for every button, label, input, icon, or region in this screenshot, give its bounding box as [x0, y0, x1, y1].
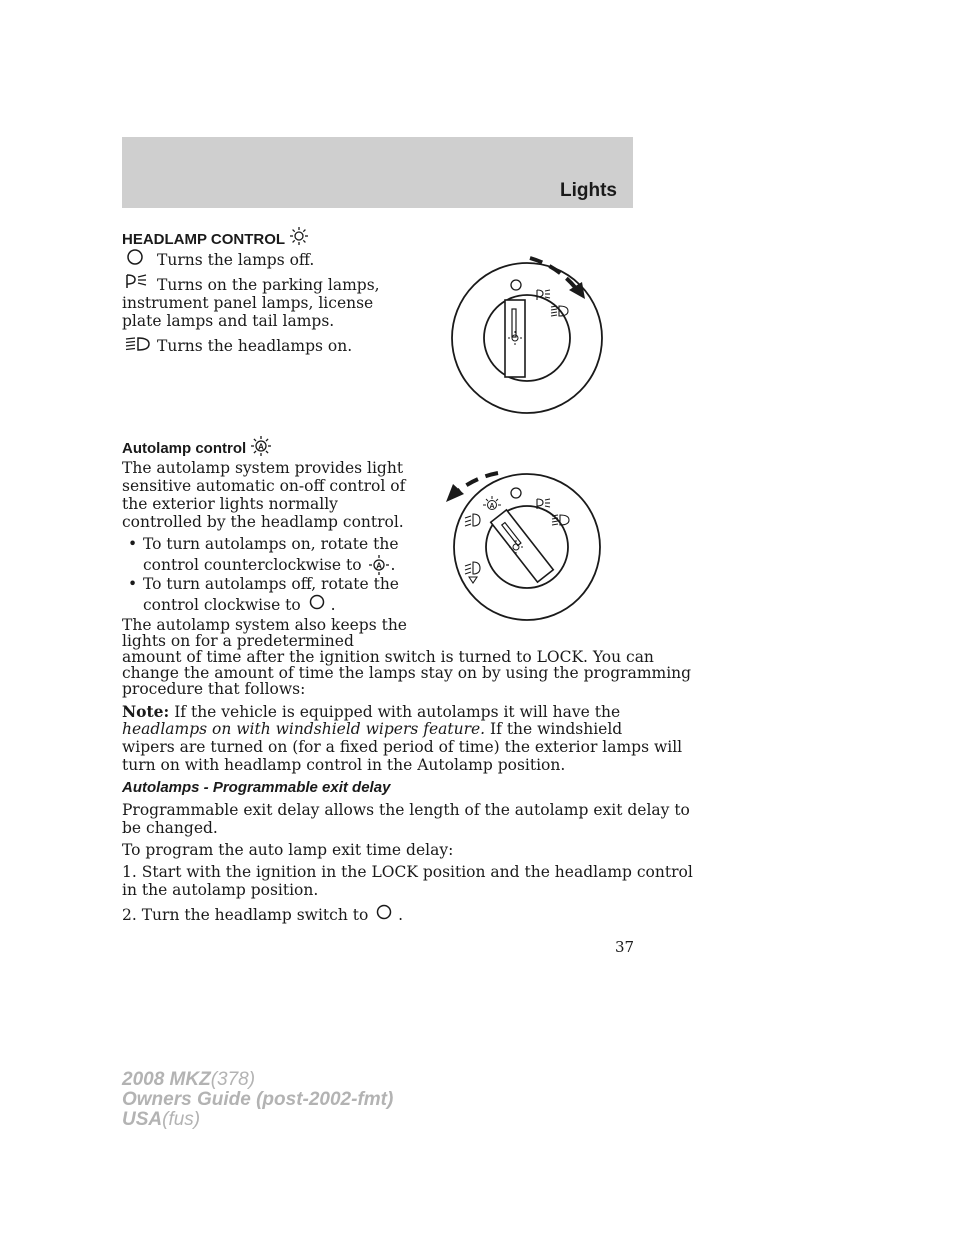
note-line-1 [122, 703, 620, 721]
footer-market: USA [122, 1109, 163, 1130]
autolamp-keeps-1: The autolamp system also keeps the [122, 616, 407, 634]
footer-line-1 [122, 1070, 393, 1090]
exit-delay-p2: To program the auto lamp exit time delay: [122, 841, 454, 859]
headlamp-control-heading [122, 226, 309, 248]
bullet-on-line-2-text: control counterclockwise to [143, 556, 362, 574]
bullet-on-line-1: To turn autolamps on, rotate the [143, 535, 399, 553]
note-line-3: wipers are turned on (for a fixed period of time) the exterior lamps will [122, 738, 683, 756]
headlamp-control-diagram [445, 246, 615, 416]
autolamp-intro-1: The autolamp system provides light [122, 459, 404, 477]
headlamp-icon [124, 336, 152, 354]
section-header-band [122, 137, 633, 208]
page-number: 37 [615, 938, 635, 956]
footer-model: 2008 MKZ [122, 1069, 211, 1090]
exit-delay-p1-2: be changed. [122, 819, 218, 837]
autolamp-icon [250, 435, 272, 457]
headlamp-heading-text: HEADLAMP CONTROL [122, 231, 285, 248]
page-footer [122, 1070, 393, 1130]
autolamp-control-heading [122, 435, 272, 457]
bullet-on-line-2 [143, 554, 395, 576]
autolamp-intro-2: sensitive automatic on-off control of [122, 477, 406, 495]
note-line-2-text: If the windshield [490, 720, 623, 738]
parking-lamp-icon [124, 274, 150, 292]
autolamp-intro-3: the exterior lights normally [122, 495, 338, 513]
footer-line-2: Owners Guide (post-2002-fmt) [122, 1089, 394, 1110]
note-line-1-text: If the vehicle is equipped with autolamps it will have the [174, 703, 621, 721]
note-label: Note: [122, 702, 170, 721]
svg-text:A: A [376, 561, 383, 571]
note-line-4: turn on with headlamp control in the Autolamp position. [122, 756, 566, 774]
lamp-sun-icon [289, 226, 309, 246]
headlamp-off-text: Turns the lamps off. [157, 251, 315, 269]
exit-delay-heading: Autolamps - Programmable exit delay [122, 779, 391, 796]
exit-delay-p1-1: Programmable exit delay allows the length of the autolamp exit delay to [122, 801, 690, 819]
counterclockwise-arrow-head [446, 484, 464, 502]
autolamp-keeps-5: procedure that follows: [122, 680, 306, 698]
exit-delay-step2-period: . [393, 906, 404, 924]
bullet-off-line-1: To turn autolamps off, rotate the [143, 575, 399, 593]
bullet-off-marker: • [128, 575, 138, 593]
autolamp-keeps-3: amount of time after the ignition switch is turned to LOCK. You can [122, 648, 654, 666]
autolamp-keeps-4: change the amount of time the lamps stay on by using the programming [122, 664, 692, 682]
bullet-on-period: . [390, 556, 396, 574]
off-circle-icon [125, 248, 147, 268]
footer-line-3 [122, 1110, 393, 1130]
note-feature-name: headlamps on with windshield wipers feature. [122, 720, 486, 738]
off-circle-icon [308, 594, 326, 612]
bullet-off-line-2-text: control clockwise to [143, 596, 301, 614]
autolamp-icon [368, 554, 390, 576]
bullet-on-marker: • [128, 535, 138, 553]
exit-delay-step2-text: 2. Turn the headlamp switch to [122, 906, 369, 924]
headlamp-parking-text-2: instrument panel lamps, license [122, 294, 374, 312]
off-circle-icon [375, 904, 393, 922]
bullet-off-period: . [325, 596, 336, 614]
headlamp-on-text: Turns the headlamps on. [157, 337, 353, 355]
autolamp-intro-4: controlled by the headlamp control. [122, 513, 404, 531]
autolamp-control-diagram [440, 462, 620, 622]
exit-delay-step1-2: in the autolamp position. [122, 881, 319, 899]
autolamp-heading-text: Autolamp control [122, 440, 247, 457]
headlamp-parking-text-1: Turns on the parking lamps, [157, 276, 380, 294]
section-title: Lights [560, 180, 617, 201]
svg-text:A: A [258, 442, 265, 452]
headlamp-parking-text-3: plate lamps and tail lamps. [122, 312, 335, 330]
footer-market-code: (fus) [162, 1109, 201, 1130]
exit-delay-step1-1: 1. Start with the ignition in the LOCK position and the headlamp control [122, 863, 693, 881]
autolamp-keeps-2: lights on for a predetermined [122, 632, 354, 650]
footer-model-code: (378) [210, 1069, 256, 1090]
svg-text:A: A [489, 503, 495, 510]
note-line-2 [122, 721, 622, 738]
bullet-off-line-2 [143, 594, 336, 614]
exit-delay-step2 [122, 904, 403, 924]
